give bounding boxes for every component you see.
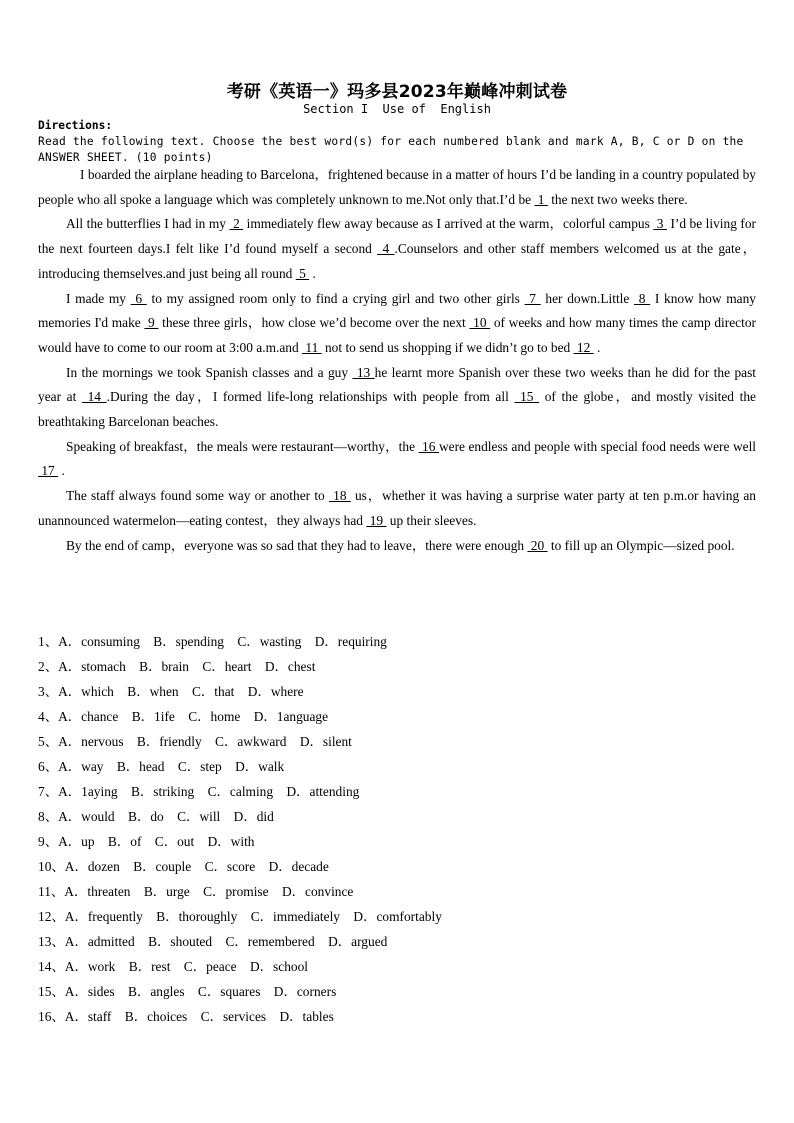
blank-5: 5	[295, 265, 310, 281]
passage-text: I’d be living for the next fourteen days.I felt like I’d found myself a second	[38, 216, 757, 257]
blank-19: 19	[366, 512, 387, 528]
blank-2: 2	[229, 216, 244, 232]
question-options-2: 2、A．stomach B．brain C．heart D．chest	[38, 659, 316, 674]
question-options-16: 16、A．staff B．choices C．services D．tables	[38, 1009, 334, 1024]
blank-15: 15	[514, 389, 540, 405]
passage-text: her down.Little	[540, 290, 635, 306]
passage-text: .During the day，I formed life-long relationships with people from all	[106, 389, 515, 405]
passage-text: The staff always found some way or another to	[66, 488, 329, 504]
blank-9: 9	[144, 315, 159, 331]
question-options-13: 13、A．admitted B．shouted C．remembered D．argued	[38, 934, 388, 949]
passage-text: All the butterflies I had in my	[66, 216, 230, 232]
passage-text: By the end of camp，everyone was so sad that they had to leave，there were enough	[66, 537, 528, 553]
paragraph-7	[38, 534, 756, 559]
question-options-8: 8、A．would B．do C．will D．did	[38, 809, 274, 824]
reading-passage	[38, 163, 756, 558]
passage-text: us，whether it was having a surprise water party at ten p.m.or having an unannounced watermelon—eating contest，they always had	[38, 488, 756, 528]
paragraph-6	[38, 484, 756, 533]
passage-text: I know how many memories I'd make	[38, 290, 756, 331]
passage-text: of weeks and how many times the camp director would have to come to our room at 3:00 a.m.and	[38, 315, 756, 355]
passage-text: were endless and people with special food needs were well	[438, 438, 757, 454]
passage-text: I boarded the airplane heading to Barcelona，frightened because in a matter of hours I’d be landing in a country populated by people who all spoke a language which was completely unknown to me.Not only that.I’d be	[38, 167, 756, 207]
paragraph-5	[38, 435, 756, 484]
question-options-11: 11、A．threaten B．urge C．promise D．convince	[38, 884, 354, 899]
blank-6: 6	[130, 290, 147, 306]
question-options-10: 10、A．dozen B．couple C．score D．decade	[38, 859, 329, 874]
question-options-14: 14、A．work B．rest C．peace D．school	[38, 959, 309, 974]
section-heading: Section I Use of English	[303, 102, 491, 116]
passage-text: to my assigned room only to find a crying girl and two other girls	[146, 290, 525, 306]
passage-text: .	[593, 339, 601, 355]
passage-text: .	[309, 265, 316, 281]
blank-8: 8	[634, 290, 651, 306]
passage-text: the next two weeks there.	[547, 191, 688, 207]
directions-text: Read the following text. Choose the best word(s) for each numbered blank and mark A, B, C or D on the ANSWER SHEET. (10 points)	[38, 135, 751, 164]
question-options-1: 1、A．consuming B．spending C．wasting D．requiring	[38, 634, 387, 649]
blank-4: 4	[377, 241, 395, 257]
question-options-6: 6、A．way B．head C．step D．walk	[38, 759, 285, 774]
answer-options-list	[38, 629, 756, 1029]
paragraph-4	[38, 361, 756, 435]
passage-text: I made my	[66, 290, 131, 306]
blank-20: 20	[527, 537, 548, 553]
question-options-7: 7、A．1aying B．striking C．calming D．attending	[38, 784, 360, 799]
passage-text: In the mornings we took Spanish classes and a guy	[66, 364, 353, 380]
question-options-4: 4、A．chance B．1ife C．home D．1anguage	[38, 709, 329, 724]
blank-10: 10	[469, 315, 491, 331]
question-options-12: 12、A．frequently B．thoroughly C．immediately D．comfortably	[38, 909, 442, 924]
passage-text: he learnt more Spanish over these two weeks than he did for the past year at	[38, 364, 757, 405]
exam-title: 考研《英语一》玛多县2023年巅峰冲刺试卷	[226, 82, 568, 102]
paragraph-3	[38, 287, 756, 361]
blank-14: 14	[81, 389, 107, 405]
question-options-15: 15、A．sides B．angles C．squares D．corners	[38, 984, 337, 999]
blank-11: 11	[302, 339, 322, 355]
blank-18: 18	[328, 488, 351, 504]
passage-text: .Counselors and other staff members welcomed us at the gate，introducing themselves.and just being all round	[38, 241, 756, 281]
blank-7: 7	[524, 290, 541, 306]
blank-13: 13	[352, 364, 375, 380]
blank-17: 17	[38, 463, 59, 479]
question-options-3: 3、A．which B．when C．that D．where	[38, 684, 304, 699]
passage-text: up their sleeves.	[386, 512, 477, 528]
passage-text: .	[58, 463, 65, 479]
passage-text: immediately flew away because as I arrived at the warm，colorful campus	[243, 216, 654, 232]
passage-text: these three girls，how close we’d become over the next	[158, 315, 470, 331]
passage-text: to fill up an Olympic—sized pool.	[547, 537, 735, 553]
passage-text: of the globe，and mostly visited the breathtaking Barcelonan beaches.	[38, 389, 756, 430]
blank-3: 3	[653, 216, 667, 232]
paragraph-2	[38, 212, 756, 286]
passage-text: Speaking of breakfast，the meals were restaurant—worthy，the	[66, 438, 419, 454]
paragraph-1	[38, 163, 756, 212]
blank-12: 12	[573, 339, 594, 355]
question-options-9: 9、A．up B．of C．out D．with	[38, 834, 255, 849]
blank-16: 16	[418, 438, 439, 454]
directions-label: Directions:	[38, 119, 113, 132]
passage-text: not to send us shopping if we didn’t go to bed	[321, 339, 574, 355]
question-options-5: 5、A．nervous B．friendly C．awkward D．silent	[38, 734, 352, 749]
blank-1: 1	[534, 191, 548, 207]
